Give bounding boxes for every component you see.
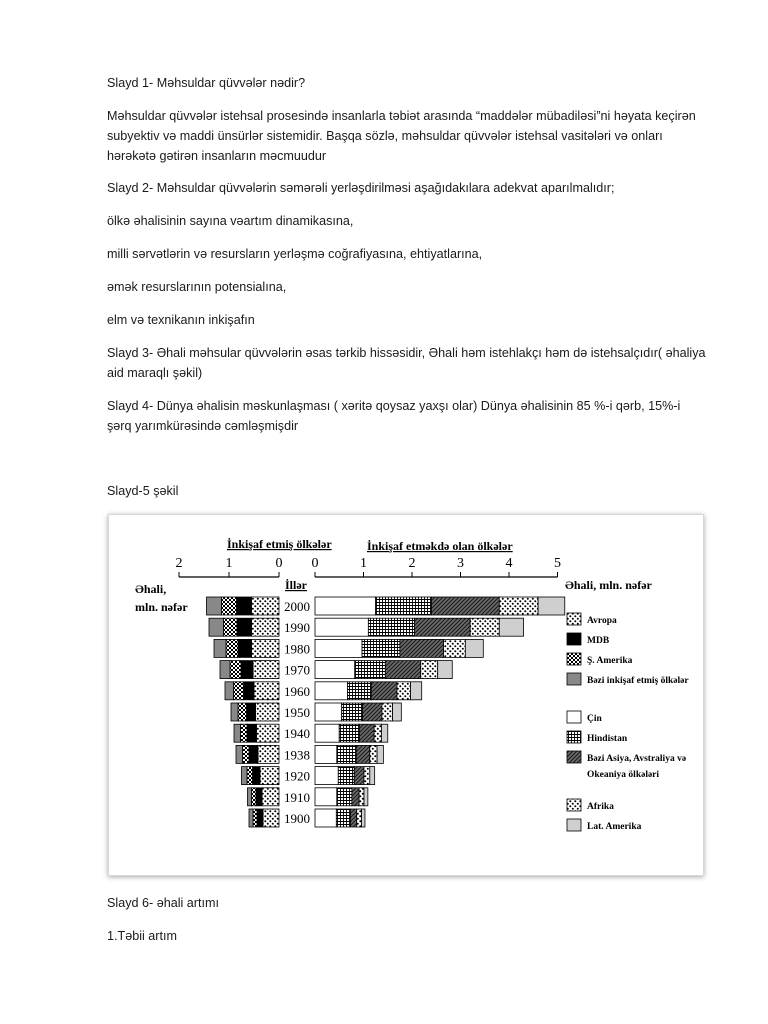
left-tick-label: 0 [275, 556, 283, 571]
legend-label: Çin [587, 714, 602, 724]
bar-left-black [237, 618, 252, 636]
legend-swatch [567, 673, 581, 685]
bar-left-dots [256, 703, 280, 721]
left-ylabel-line1: Əhali, [135, 582, 167, 596]
bar-left-gray [249, 809, 253, 827]
bar-right-white [315, 597, 376, 615]
bar-right-grid [376, 597, 432, 615]
year-label: 1950 [284, 705, 310, 720]
bar-right-white [315, 639, 362, 657]
bar-left-checker [243, 745, 250, 763]
bar-right-hatch [356, 745, 370, 763]
bar-left-checker [226, 639, 238, 657]
bar-left-black [249, 745, 258, 763]
bar-right-lightgray [438, 661, 453, 679]
bar-right-dots [357, 809, 362, 827]
bar-left-black [244, 682, 255, 700]
bar-right-dots [382, 703, 393, 721]
bar-left-dots [263, 809, 279, 827]
bar-right-white [315, 682, 347, 700]
bar-right-dots [499, 597, 538, 615]
legend-swatch [567, 751, 581, 763]
year-axis-label: İllər [285, 578, 307, 592]
right-tick-label: 0 [311, 556, 319, 571]
legend-label: Okeaniya ölkələri [587, 770, 660, 780]
bar-right-grid [339, 724, 359, 742]
bar-right-lightgray [499, 618, 523, 636]
year-label: 1938 [284, 747, 310, 763]
bar-right-dots [470, 618, 499, 636]
population-chart-figure [108, 514, 704, 876]
bar-left-gray [207, 597, 222, 615]
bar-right-hatch [352, 788, 359, 806]
bar-left-dots [253, 661, 279, 679]
bar-right-white [315, 809, 336, 827]
bar-left-checker [222, 597, 237, 615]
legend-swatch [567, 653, 581, 665]
bar-left-black [253, 767, 261, 785]
bar-right-white [315, 661, 355, 679]
legend-swatch [567, 633, 581, 645]
bar-left-dots [252, 597, 280, 615]
year-label: 2000 [284, 599, 310, 614]
right-tick-label: 3 [457, 556, 464, 571]
bar-right-hatch [400, 639, 444, 657]
legend-swatch [567, 731, 581, 743]
legend-label: Avropa [587, 616, 617, 626]
legend-label: Afrika [587, 802, 614, 812]
bar-right-hatch [431, 597, 499, 615]
year-label: 1920 [284, 768, 310, 784]
title-right: İnkişaf etməkdə olan ölkələr [367, 539, 513, 553]
legend-label: Lat. Amerika [587, 822, 642, 832]
slide-3-text: Slayd 3- Əhali məhsular qüvvələrin əsas tərkib hissəsidir, Əhali həm istehlakçı həm də istehsalçıdır( əhaliya aid maraqlı şəkil) [107, 346, 706, 380]
left-tick-label: 2 [175, 556, 183, 571]
bar-left-black [238, 639, 252, 657]
legend-swatch [567, 799, 581, 811]
left-tick-label: 1 [225, 556, 233, 571]
bar-left-dots [252, 618, 280, 636]
bar-left-checker [230, 661, 241, 679]
bar-left-black [241, 661, 253, 679]
list-item-labour: əmək resurslarının potensialına, [107, 280, 287, 294]
bar-right-lightgray [411, 682, 422, 700]
bar-left-checker [224, 618, 238, 636]
bar-left-gray [242, 767, 248, 785]
bar-right-hatch [354, 767, 364, 785]
legend-label: Bəzi inkişaf etmiş ölkələr [587, 676, 689, 686]
right-tick-label: 1 [360, 556, 367, 571]
list-item-population: ölkə əhalisinin sayına vəartım dinamikasına, [107, 214, 354, 228]
bar-left-dots [262, 788, 279, 806]
right-tick-label: 5 [554, 556, 561, 571]
bar-right-grid [336, 809, 350, 827]
year-label: 1910 [284, 789, 310, 805]
bar-right-grid [342, 703, 363, 721]
bar-left-gray [220, 661, 230, 679]
slide-1-body: Məhsuldar qüvvələr istehsal prosesində insanlarla təbiət arasında “maddələr mübadiləsi”ni həyata keçirən subyektiv və maddi ünsürlər sistemidir. Başqa sözlə, məhsuldar qüvvələr istehsal vasitələri və onları hərəkətə gətirən insanların məcmuudur [107, 109, 696, 163]
bar-right-grid [355, 661, 386, 679]
list-item-science: elm və texnikanın inkişafın [107, 313, 255, 327]
bar-right-lightgray [538, 597, 565, 615]
bar-left-gray [234, 724, 241, 742]
slide-5-heading: Slayd-5 şəkil [107, 484, 179, 498]
year-label: 1990 [284, 620, 310, 636]
legend-label: MDB [587, 636, 610, 646]
title-left: İnkişaf etmiş ölkələr [227, 537, 332, 551]
bar-right-lightgray [465, 639, 483, 657]
bar-left-gray [236, 745, 243, 763]
bar-right-hatch [350, 809, 356, 827]
legend-label: Hindistan [587, 734, 628, 744]
bar-right-hatch [385, 661, 420, 679]
bar-left-dots [252, 639, 280, 657]
bar-left-dots [257, 724, 280, 742]
bar-right-white [315, 724, 339, 742]
bar-right-dots [364, 767, 370, 785]
bar-left-gray [231, 703, 238, 721]
legend-label: Bəzi Asiya, Avstraliya və [587, 754, 687, 764]
bar-right-lightgray [393, 703, 402, 721]
bar-right-white [315, 703, 342, 721]
year-label: 1940 [284, 726, 310, 742]
bar-left-checker [252, 788, 257, 806]
slide-4-text: Slayd 4- Dünya əhalisin məskunlaşması ( xəritə qoysaz yaxşı olar) Dünya əhalisinin 85 %-i qərb, 15%-i şərq yarımkürəsində cəmləşmişdir [107, 399, 681, 433]
chart-legend-layer [567, 613, 689, 832]
bar-left-gray [214, 639, 226, 657]
slide-1-heading: Slayd 1- Məhsuldar qüvvələr nədir? [107, 76, 306, 90]
right-tick-label: 4 [505, 556, 513, 571]
bar-left-black [247, 703, 256, 721]
bar-left-checker [234, 682, 244, 700]
right-tick-label: 2 [408, 556, 416, 571]
bar-right-hatch [363, 703, 382, 721]
bar-right-grid [337, 745, 356, 763]
legend-swatch [567, 819, 581, 831]
bar-right-grid [347, 682, 371, 700]
bar-right-lightgray [377, 745, 383, 763]
bar-right-lightgray [370, 767, 375, 785]
slide-6-heading: Slayd 6- əhali artımı [107, 896, 219, 910]
bar-right-white [315, 788, 337, 806]
right-ylabel: Əhali, mln. nəfər [565, 578, 652, 592]
bar-right-dots [359, 788, 364, 806]
natural-growth-item: 1.Təbii artım [107, 929, 177, 943]
bar-right-lightgray [364, 788, 368, 806]
bar-left-checker [241, 724, 248, 742]
bar-right-dots [421, 661, 438, 679]
year-label: 1960 [284, 683, 310, 699]
legend-swatch [567, 711, 581, 723]
bar-left-black [237, 597, 252, 615]
bar-left-dots [258, 745, 279, 763]
bar-right-lightgray [362, 809, 365, 827]
legend-label: Ş. Amerika [587, 656, 633, 666]
slide-2-heading: Slayd 2- Məhsuldar qüvvələrin səmərəli yerləşdirilməsi aşağıdakılara adekvat aparılmalıdır; [107, 181, 615, 195]
bar-right-dots [374, 724, 381, 742]
bar-right-hatch [371, 682, 397, 700]
legend-swatch [567, 613, 581, 625]
bar-right-hatch [360, 724, 375, 742]
bar-right-grid [337, 788, 352, 806]
bar-right-dots [397, 682, 411, 700]
year-label: 1980 [284, 641, 310, 657]
bar-right-lightgray [381, 724, 387, 742]
population-chart [109, 515, 703, 875]
bar-left-gray [209, 618, 224, 636]
chart-bars-layer [207, 597, 565, 827]
year-label: 1970 [284, 662, 310, 678]
bar-right-dots [444, 639, 466, 657]
bar-right-white [315, 745, 337, 763]
bar-left-dots [254, 682, 279, 700]
bar-left-checker [247, 767, 253, 785]
bar-left-black [256, 788, 262, 806]
bar-right-hatch [414, 618, 470, 636]
bar-left-checker [253, 809, 257, 827]
bar-right-dots [370, 745, 377, 763]
left-ylabel-line2: mln. nəfər [135, 600, 188, 614]
bar-right-grid [338, 767, 354, 785]
bar-left-gray [248, 788, 252, 806]
bar-left-black [257, 809, 263, 827]
bar-right-white [315, 618, 368, 636]
bar-left-dots [260, 767, 279, 785]
bar-right-grid [362, 639, 400, 657]
bar-left-checker [238, 703, 247, 721]
bar-right-white [315, 767, 338, 785]
list-item-resources: milli sərvətlərin və resursların yerləşmə coğrafiyasına, ehtiyatlarına, [107, 247, 483, 261]
bar-right-grid [368, 618, 414, 636]
year-label: 1900 [284, 811, 310, 826]
bar-left-black [247, 724, 257, 742]
bar-left-gray [225, 682, 234, 700]
